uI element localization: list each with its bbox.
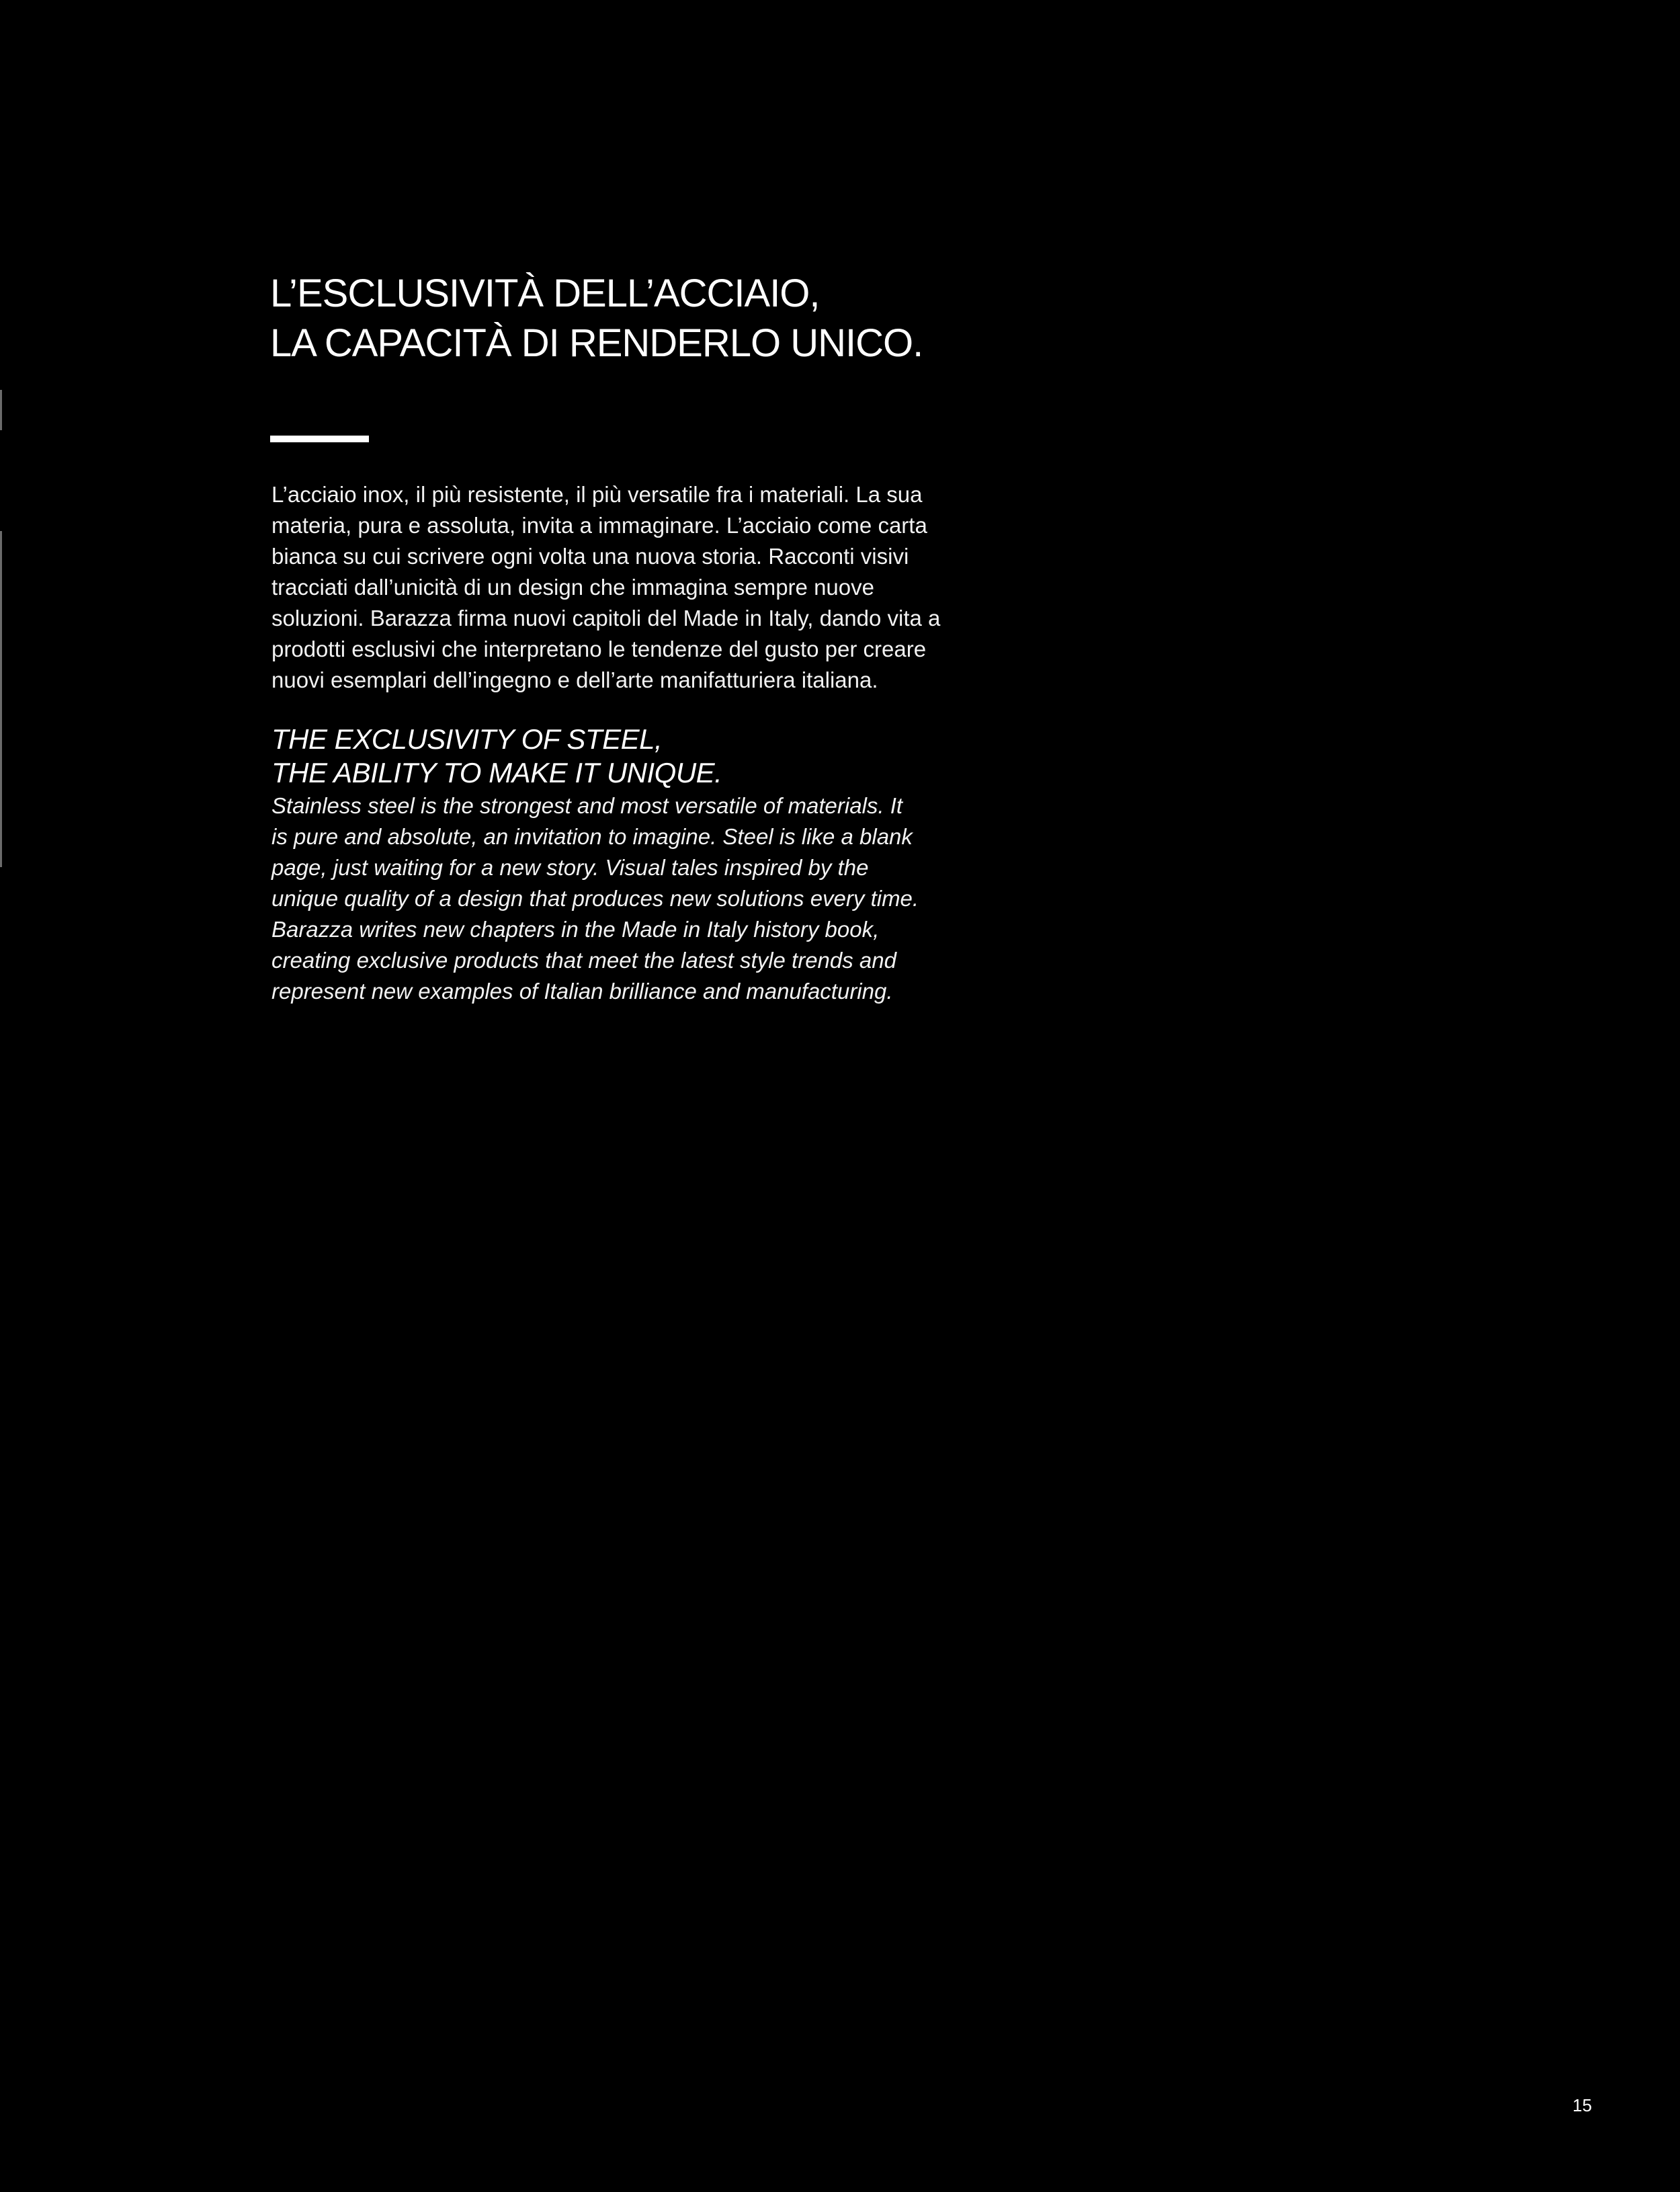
body-italian-line: soluzioni. Barazza firma nuovi capitoli del Made in Italy, dando vita a	[271, 606, 941, 631]
section-divider	[270, 436, 369, 442]
headline-english	[271, 723, 970, 790]
headline-english-line: THE EXCLUSIVITY OF STEEL,	[271, 723, 663, 755]
body-italian-line: materia, pura e assoluta, invita a immaginare. L’acciaio come carta	[271, 513, 927, 538]
page-number: 15	[1572, 2095, 1592, 2115]
body-italian-line: nuovi esemplari dell’ingegno e dell’arte manifatturiera italiana.	[271, 667, 878, 692]
body-italian-line: prodotti esclusivi che interpretano le tendenze del gusto per creare	[271, 637, 927, 661]
body-text-english	[271, 790, 970, 1007]
body-english-line: Stainless steel is the strongest and most versatile of materials. It	[271, 793, 903, 818]
headline-italian-line: LA CAPACITÀ DI RENDERLO UNICO.	[270, 321, 923, 365]
headline-italian	[270, 269, 1077, 368]
body-english-line: Barazza writes new chapters in the Made in Italy history book,	[271, 917, 880, 942]
body-english-line: unique quality of a design that produces new solutions every time.	[271, 886, 919, 911]
body-text-italian	[271, 479, 970, 696]
body-italian-line: L’acciaio inox, il più resistente, il più versatile fra i materiali. La sua	[271, 482, 923, 507]
body-english-line: represent new examples of Italian brilliance and manufacturing.	[271, 979, 893, 1004]
page-edge-mark	[0, 390, 2, 430]
body-italian-line: tracciati dall’unicità di un design che immagina sempre nuove	[271, 575, 874, 600]
headline-italian-line: L’ESCLUSIVITÀ DELL’ACCIAIO,	[270, 272, 820, 315]
headline-english-line: THE ABILITY TO MAKE IT UNIQUE.	[271, 757, 722, 788]
body-english-line: creating exclusive products that meet the latest style trends and	[271, 948, 896, 973]
body-english-line: page, just waiting for a new story. Visual tales inspired by the	[271, 855, 869, 880]
page-edge-mark	[0, 531, 2, 867]
body-english-line: is pure and absolute, an invitation to imagine. Steel is like a blank	[271, 824, 913, 849]
body-italian-line: bianca su cui scrivere ogni volta una nuova storia. Racconti visivi	[271, 544, 909, 569]
